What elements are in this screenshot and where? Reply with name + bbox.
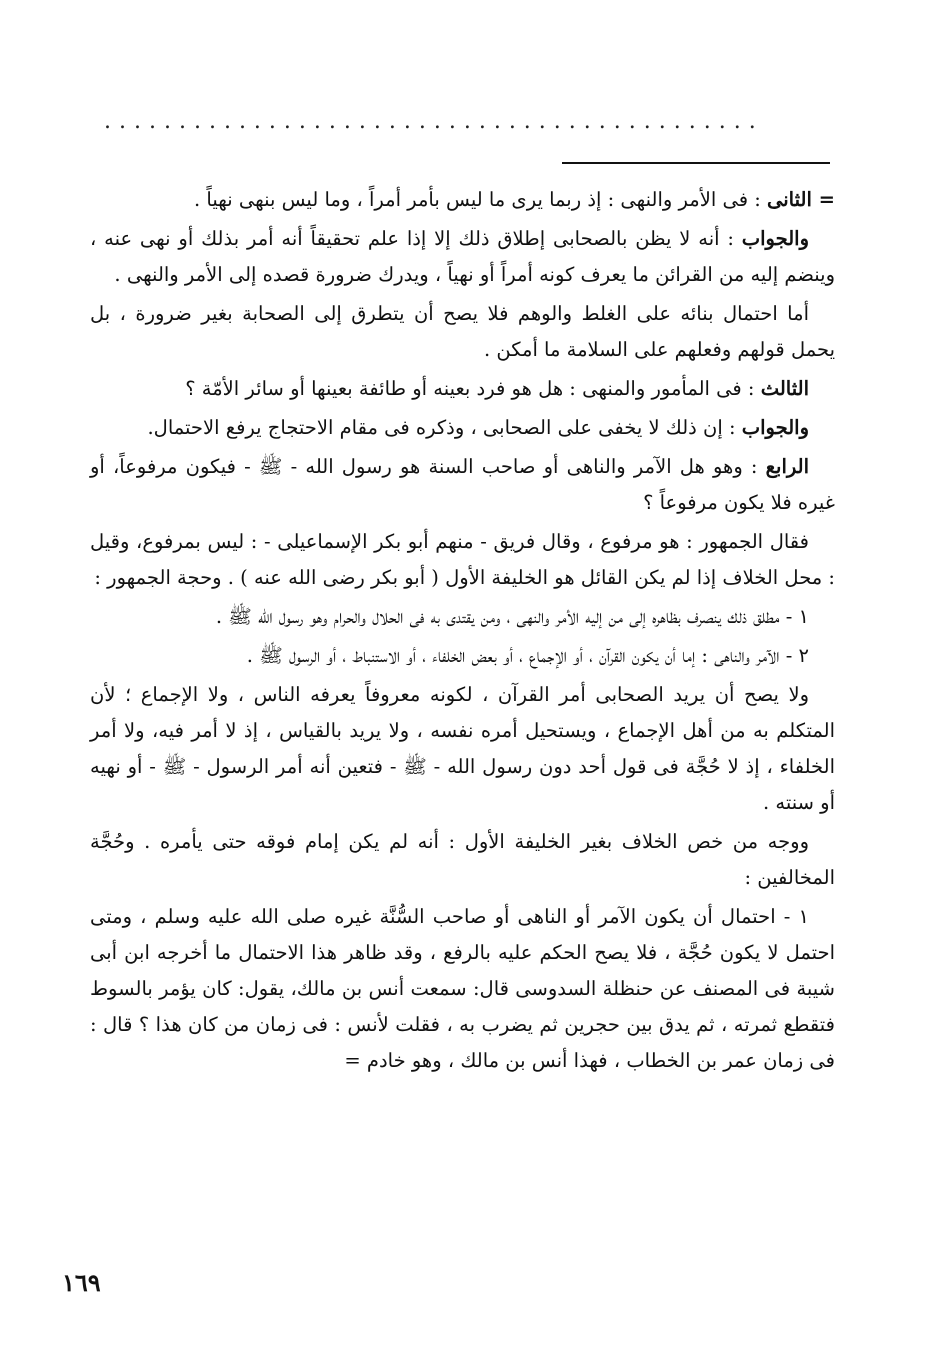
paragraph — [90, 296, 835, 368]
paragraph-text: ١ - مطلق ذلك ينصرف بظاهره إلى من إليه الأمر والنهى ، ومن يقتدى به فى الحلال والحرام وهو رسول الله ﷺ . — [215, 605, 809, 628]
paragraph-text: : فى المأمور والمنهى : هل هو فرد بعينه أو طائفة بعينها أو سائر الأمّة ؟ — [185, 377, 755, 400]
paragraph-text: أما احتمال بنائه على الغلط والوهم فلا يصح أن يتطرق إلى الصحابة بغير ضرورة ، بل يحمل قولهم وفعلهم على السلامة ما أمكن . — [90, 302, 835, 361]
paragraph — [90, 824, 835, 896]
paragraph-text: فقال الجمهور : هو مرفوع ، وقال فريق - منهم أبو بكر الإسماعيلى - : ليس بمرفوع، وقيل : محل الخلاف إذا لم يكن القائل هو الخليفة الأول ( أبو بكر رضى الله عنه ) . وحجة الجمهور : — [90, 530, 835, 589]
paragraph — [90, 182, 835, 218]
paragraph — [90, 410, 835, 446]
paragraph — [90, 899, 835, 1079]
paragraph — [90, 221, 835, 293]
paragraph — [90, 677, 835, 821]
page-number: ١٦٩ — [62, 1268, 101, 1297]
paragraph-lead: والجواب — [741, 416, 809, 439]
paragraph-text: : أنه لا يظن بالصحابى إطلاق ذلك إلا إذا علم تحقيقاً أنه أمر بذلك أو نهى عنه ، وينضم إليه من القرائن ما يعرف كونه أمراً أو نهياً ، ويدرك ضرورة قصده إلى الأمر والنهى . — [90, 227, 835, 286]
paragraph-text: : إن ذلك لا يخفى على الصحابى ، وذكره فى مقام الاحتجاج يرفع الاحتمال. — [147, 416, 736, 439]
paragraph-text: : وهو هل الآمر والناهى أو صاحب السنة هو رسول الله - ﷺ - فيكون مرفوعاً، أو غيره فلا يكون مرفوعاً ؟ — [90, 455, 835, 514]
paragraph — [90, 371, 835, 407]
page-body — [90, 182, 835, 1082]
paragraph-lead: = الثانى — [767, 188, 835, 211]
paragraph-text: ولا يصح أن يريد الصحابى أمر القرآن ، لكونه معروفاً يعرفه الناس ، ولا الإجماع ؛ لأن المتكلم به من أهل الإجماع ، ويستحيل أمره نفسه ، ولا يريد بالقياس ، إذ لا أمر فيه، ولا أمر الخلفاء ، إذ لا حُجَّة فى قول أحد دون رسول الله - ﷺ - فتعين أنه أمر الرسول - ﷺ - أو نهيه أو سنته . — [90, 683, 835, 814]
paragraph-lead: والجواب — [741, 227, 809, 250]
paragraph-text: ١ - احتمال أن يكون الآمر أو الناهى أو صاحب السُّنَّة غيره صلى الله عليه وسلم ، ومتى احتمل لا يكون حُجَّة ، فلا يصح الحكم عليه بالرفع ، وقد ظاهر هذا الاحتمال ما أخرجه ابن أبى شيبة فى المصنف عن حنظلة السدوسى قال: سمعت أنس بن مالك، يقول: كان يؤمر بالسوط فتقطع ثمرته ، ثم يدق بين حجرين ثم يضرب به ، فقلت لأنس : فى زمان من كان هذا ؟ قال : فى زمان عمر بن الخطاب ، فهذا أنس بن مالك ، وهو خادم = — [90, 905, 835, 1072]
footnote-separator-rule — [562, 162, 830, 164]
paragraph — [90, 638, 835, 674]
paragraph-lead: الرابع — [765, 455, 809, 478]
paragraph — [90, 599, 835, 635]
header-dotted-line: ............................................ — [104, 112, 764, 132]
paragraph-text: ووجه من خص الخلاف بغير الخليفة الأول : أنه لم يكن إمام فوقه حتى يأمره . وحُجَّة المخالفين : — [90, 830, 835, 889]
paragraph — [90, 449, 835, 521]
paragraph-text: : فى الأمر والنهى : إذ ربما يرى ما ليس بأمر أمراً ، وما ليس بنهى نهياً . — [193, 188, 761, 211]
paragraph — [90, 524, 835, 596]
paragraph-lead: الثالث — [760, 377, 809, 400]
paragraph-text: ٢ - الآمر والناهى : إما أن يكون القرآن ، أو الإجماع ، أو بعض الخلفاء ، أو الاستنباط ، أو الرسول ﷺ . — [246, 644, 809, 667]
